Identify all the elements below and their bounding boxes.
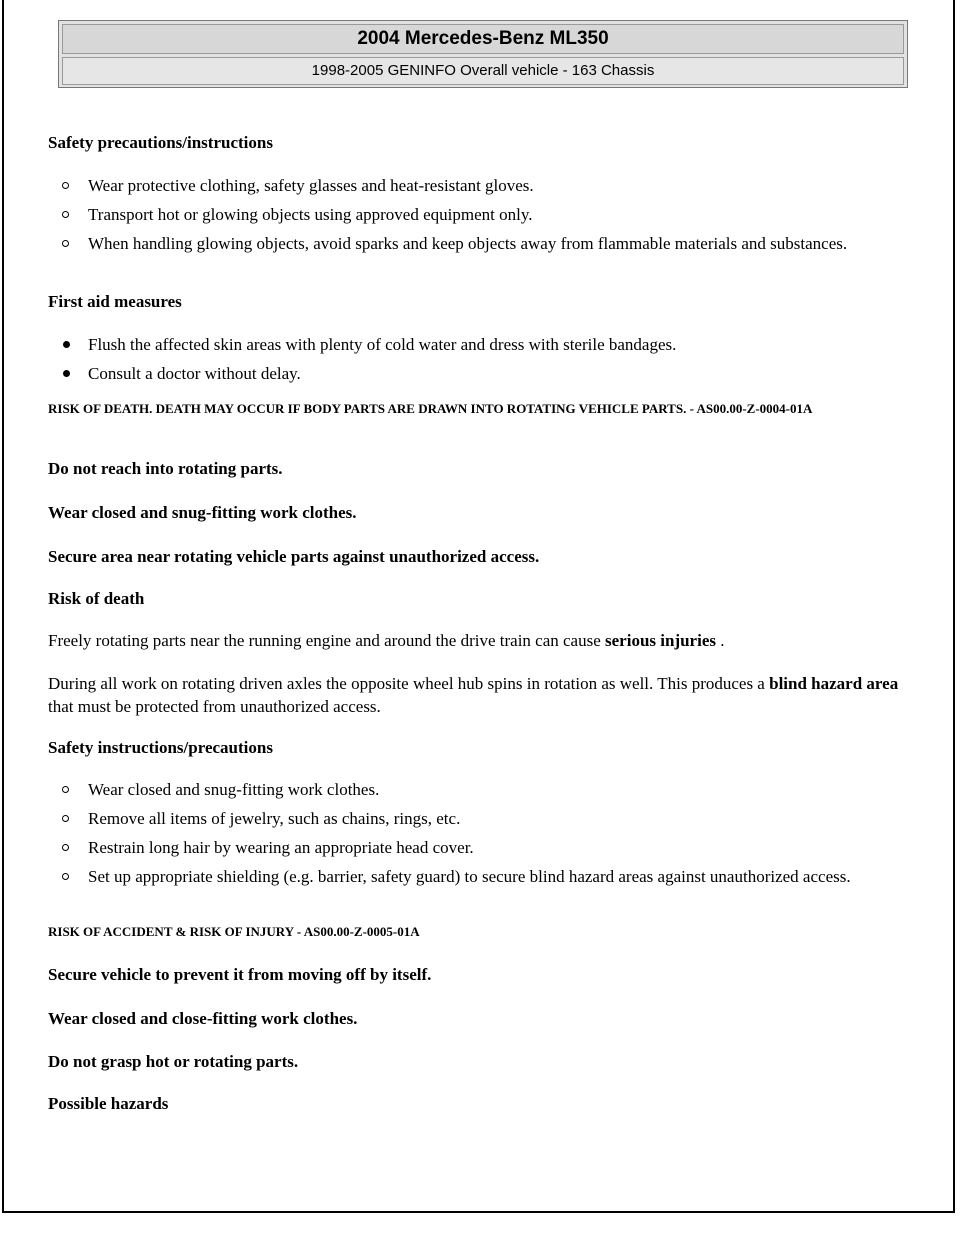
list-item: When handling glowing objects, avoid sparks and keep objects away from flammable materials and substances. (48, 232, 908, 255)
list-item: Wear protective clothing, safety glasses and heat-resistant gloves. (48, 174, 908, 197)
list-item: Wear closed and snug-fitting work clothes. (48, 778, 908, 801)
safety-precautions-list (48, 174, 908, 261)
risk-paragraph-1: Freely rotating parts near the running engine and around the drive train can cause serious injuries . (48, 631, 725, 650)
warning-line: Secure area near rotating vehicle parts against unauthorized access. (48, 547, 540, 566)
first-aid-list (48, 333, 908, 391)
list-item: Set up appropriate shielding (e.g. barrier, safety guard) to secure blind hazard areas against unauthorized access. (48, 865, 908, 888)
list-item: Consult a doctor without delay. (48, 362, 908, 385)
warning-line: Do not reach into rotating parts. (48, 459, 283, 478)
section-heading-safety-precautions: Safety precautions/instructions (48, 133, 273, 152)
disc-bullet-icon (63, 341, 70, 348)
section-heading-first-aid: First aid measures (48, 292, 182, 311)
possible-hazards-heading: Possible hazards (48, 1094, 169, 1113)
warning-title-risk-of-death: RISK OF DEATH. DEATH MAY OCCUR IF BODY PARTS ARE DRAWN INTO ROTATING VEHICLE PARTS. - AS00.00-Z-0004-01A (48, 401, 813, 416)
warning-line: Wear closed and close-fitting work clothes. (48, 1009, 358, 1028)
circle-bullet-icon (62, 182, 69, 189)
circle-bullet-icon (62, 240, 69, 247)
document-header (58, 20, 908, 88)
list-item: Restrain long hair by wearing an appropriate head cover. (48, 836, 908, 859)
warning-line: Wear closed and snug-fitting work clothes. (48, 503, 357, 522)
circle-bullet-icon (62, 873, 69, 880)
list-item: Flush the affected skin areas with plenty of cold water and dress with sterile bandages. (48, 333, 908, 356)
warning-title-risk-of-accident: RISK OF ACCIDENT & RISK OF INJURY - AS00.00-Z-0005-01A (48, 924, 420, 939)
list-item: Remove all items of jewelry, such as chains, rings, etc. (48, 807, 908, 830)
disc-bullet-icon (63, 370, 70, 377)
safety-instructions-list (48, 778, 908, 894)
warning-line: Do not grasp hot or rotating parts. (48, 1052, 299, 1071)
circle-bullet-icon (62, 844, 69, 851)
document-title: 2004 Mercedes-Benz ML350 (62, 24, 904, 54)
circle-bullet-icon (62, 786, 69, 793)
risk-heading: Risk of death (48, 589, 145, 608)
section-heading-safety-instructions: Safety instructions/precautions (48, 738, 273, 757)
circle-bullet-icon (62, 211, 69, 218)
list-item: Transport hot or glowing objects using approved equipment only. (48, 203, 908, 226)
risk-paragraph-2: During all work on rotating driven axles the opposite wheel hub spins in rotation as well. This produces a blind hazard area that must be protected from unauthorized access. (48, 674, 899, 716)
warning-line: Secure vehicle to prevent it from moving off by itself. (48, 965, 432, 984)
circle-bullet-icon (62, 815, 69, 822)
document-subtitle: 1998-2005 GENINFO Overall vehicle - 163 Chassis (62, 57, 904, 85)
